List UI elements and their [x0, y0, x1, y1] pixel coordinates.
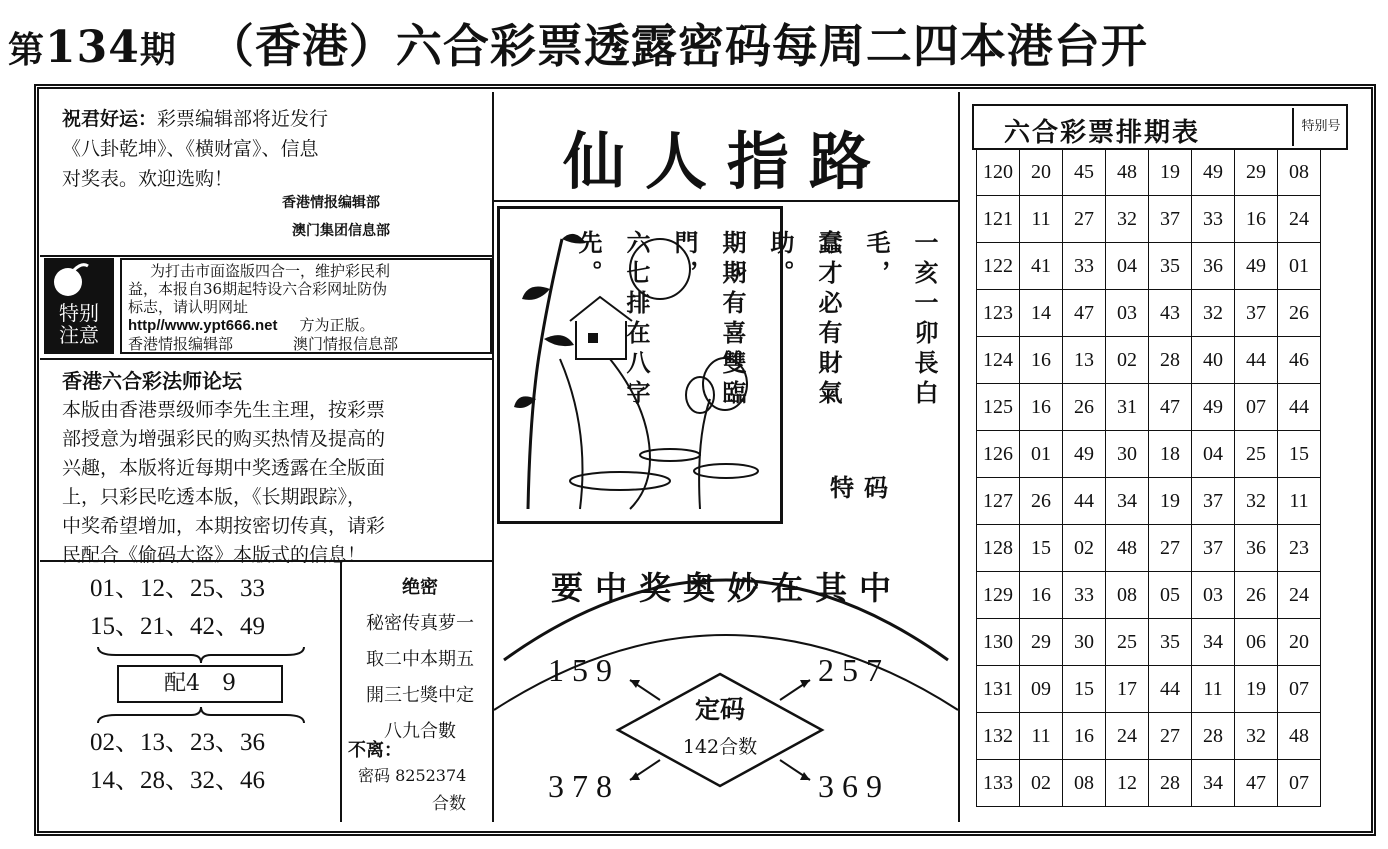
- special-badge: [44, 258, 114, 354]
- table-row: [977, 619, 1321, 666]
- issue-cell: 125: [977, 384, 1020, 431]
- issue-cell: 120: [977, 149, 1020, 196]
- number-cell: 28: [1149, 760, 1192, 807]
- secret-line: 開三七獎中定: [366, 685, 474, 706]
- table-row: [977, 243, 1321, 290]
- number-cell: 12: [1106, 760, 1149, 807]
- diamond-icon: [600, 660, 840, 800]
- number-cell: 24: [1106, 713, 1149, 760]
- number-cell: 31: [1106, 384, 1149, 431]
- number-cell: 29: [1235, 149, 1278, 196]
- number-cell: 34: [1106, 478, 1149, 525]
- number-top-left: 159: [548, 652, 620, 688]
- number-cell: 36: [1192, 243, 1235, 290]
- number-cell: 45: [1063, 149, 1106, 196]
- number-cell: 08: [1063, 760, 1106, 807]
- center-title: 仙人指路: [562, 125, 891, 198]
- forum-line: 上，只彩民吃透本版，《长期跟踪》，: [62, 486, 367, 508]
- number-cell: 01: [1278, 243, 1321, 290]
- number-row: 02、13、23、36: [90, 729, 266, 756]
- number-cell: 07: [1235, 384, 1278, 431]
- number-cell: 44: [1149, 666, 1192, 713]
- number-top-right: 257: [818, 652, 890, 688]
- forum-line: 兴趣，本版将近每期中奖透露在全版面: [62, 457, 386, 479]
- issue-cell: 132: [977, 713, 1020, 760]
- number-cell: 44: [1235, 337, 1278, 384]
- issue-cell: 123: [977, 290, 1020, 337]
- number-cell: 02: [1106, 337, 1149, 384]
- number-cell: 01: [1020, 431, 1063, 478]
- number-cell: 28: [1149, 337, 1192, 384]
- number-cell: 37: [1192, 525, 1235, 572]
- number-cell: 15: [1020, 525, 1063, 572]
- secret-heading: 绝密: [402, 577, 438, 598]
- number-cell: 41: [1020, 243, 1063, 290]
- special-number-label: 特别号: [1292, 108, 1348, 146]
- issue-cell: 122: [977, 243, 1020, 290]
- number-cell: 03: [1106, 290, 1149, 337]
- forum-line: 部授意为增强彩民的购买热情及提高的: [62, 428, 386, 450]
- number-cell: 09: [1020, 666, 1063, 713]
- issue-cell: 128: [977, 525, 1020, 572]
- forum-line: 本版由香港票级师李先生主理，按彩票: [62, 399, 386, 421]
- special-notice: [120, 258, 492, 354]
- schedule-title: 六合彩票排期表: [1004, 118, 1201, 148]
- poem-line: 蠢才必有財氣助。: [766, 230, 843, 410]
- secret-code: 密码 8252374: [358, 766, 467, 785]
- number-cell: 19: [1149, 149, 1192, 196]
- number-cell: 33: [1063, 243, 1106, 290]
- issue-cell: 129: [977, 572, 1020, 619]
- number-cell: 19: [1235, 666, 1278, 713]
- number-cell: 40: [1192, 337, 1235, 384]
- badge-text: 注意: [59, 323, 99, 347]
- number-cell: 26: [1235, 572, 1278, 619]
- secret-suffix: 合数: [432, 794, 466, 814]
- brace-icon: [96, 705, 306, 725]
- table-row: [977, 525, 1321, 572]
- number-bottom-left: 378: [548, 768, 620, 804]
- forum-heading: 香港六合彩法师论坛: [62, 369, 242, 393]
- number-cell: 32: [1106, 196, 1149, 243]
- notice-signature: 澳门集团信息部: [292, 223, 390, 239]
- number-cell: 23: [1278, 525, 1321, 572]
- number-cell: 48: [1106, 525, 1149, 572]
- numbers-block: [90, 724, 265, 800]
- number-cell: 24: [1278, 572, 1321, 619]
- number-cell: 34: [1192, 619, 1235, 666]
- number-cell: 29: [1020, 619, 1063, 666]
- number-cell: 26: [1063, 384, 1106, 431]
- secret-line: 取二中本期五: [366, 649, 474, 670]
- heshu-label: 142合数: [682, 736, 758, 758]
- number-row: 01、12、25、33: [90, 575, 266, 602]
- number-cell: 27: [1149, 713, 1192, 760]
- table-row: [977, 572, 1321, 619]
- arc-text-area: [512, 558, 942, 638]
- brace-icon: [96, 645, 306, 665]
- number-cell: 32: [1235, 478, 1278, 525]
- page-title: [8, 10, 1148, 80]
- table-row: [977, 196, 1321, 243]
- number-cell: 04: [1106, 243, 1149, 290]
- arc-text: 要中奖奥妙在其中: [550, 569, 903, 607]
- notice-line: 《八卦乾坤》、《横财富》、信息: [62, 138, 319, 160]
- issue-cell: 121: [977, 196, 1020, 243]
- number-cell: 32: [1235, 713, 1278, 760]
- number-row: 15、21、42、49: [90, 613, 266, 640]
- number-cell: 35: [1149, 243, 1192, 290]
- issue-number: 134: [45, 22, 140, 73]
- number-cell: 44: [1278, 384, 1321, 431]
- special-line: 为打击市面盗版四合一，维护彩民利: [150, 262, 391, 280]
- table-row: [977, 666, 1321, 713]
- issue-cell: 133: [977, 760, 1020, 807]
- number-cell: 47: [1063, 290, 1106, 337]
- dingma-label: 定码: [694, 695, 745, 724]
- pair-box: 配4 9: [117, 665, 283, 703]
- divider: [40, 255, 492, 257]
- number-cell: 19: [1149, 478, 1192, 525]
- number-cell: 11: [1020, 713, 1063, 760]
- number-cell: 03: [1192, 572, 1235, 619]
- number-cell: 07: [1278, 760, 1321, 807]
- number-cell: 16: [1235, 196, 1278, 243]
- number-bottom-right: 369: [818, 768, 890, 804]
- numbers-block: [90, 570, 265, 646]
- table-row: [977, 290, 1321, 337]
- number-cell: 28: [1192, 713, 1235, 760]
- number-cell: 02: [1063, 525, 1106, 572]
- number-cell: 30: [1063, 619, 1106, 666]
- number-cell: 15: [1063, 666, 1106, 713]
- number-cell: 49: [1063, 431, 1106, 478]
- notice-heading: 祝君好运：: [62, 108, 158, 130]
- poem-line: 一亥一卯長白毛，: [862, 230, 939, 410]
- number-cell: 37: [1192, 478, 1235, 525]
- issue-cell: 127: [977, 478, 1020, 525]
- divider: [340, 560, 342, 822]
- number-cell: 44: [1063, 478, 1106, 525]
- table-row: [977, 337, 1321, 384]
- number-cell: 15: [1278, 431, 1321, 478]
- number-cell: 14: [1020, 290, 1063, 337]
- issue-cell: 130: [977, 619, 1020, 666]
- number-cell: 49: [1192, 384, 1235, 431]
- number-cell: 11: [1278, 478, 1321, 525]
- number-cell: 27: [1149, 525, 1192, 572]
- forum-line: 中奖希望增加，本期按密切传真，请彩: [62, 515, 386, 537]
- number-cell: 33: [1192, 196, 1235, 243]
- secret-block: [350, 570, 490, 750]
- secret-line: 秘密传真萝一: [366, 613, 474, 634]
- issue-cell: 126: [977, 431, 1020, 478]
- number-cell: 24: [1278, 196, 1321, 243]
- issue-prefix: 第: [8, 29, 46, 71]
- table-row: [977, 384, 1321, 431]
- number-cell: 35: [1149, 619, 1192, 666]
- schedule-header: [972, 104, 1348, 150]
- special-line: 标志，请认明网址: [128, 298, 249, 316]
- number-cell: 05: [1149, 572, 1192, 619]
- number-cell: 08: [1106, 572, 1149, 619]
- number-cell: 16: [1020, 572, 1063, 619]
- number-cell: 11: [1020, 196, 1063, 243]
- number-cell: 47: [1149, 384, 1192, 431]
- number-cell: 43: [1149, 290, 1192, 337]
- tema-label: 特码: [830, 473, 898, 502]
- issue-cell: 131: [977, 666, 1020, 713]
- number-cell: 49: [1192, 149, 1235, 196]
- number-cell: 20: [1278, 619, 1321, 666]
- notice-block: [62, 104, 482, 194]
- number-cell: 26: [1278, 290, 1321, 337]
- number-cell: 16: [1020, 337, 1063, 384]
- bulao-label: 不离：: [348, 740, 402, 761]
- notice-line: 彩票编辑部将近发行: [157, 108, 329, 130]
- number-cell: 18: [1149, 431, 1192, 478]
- number-cell: 16: [1020, 384, 1063, 431]
- number-cell: 32: [1192, 290, 1235, 337]
- notice-line: 对奖表。欢迎选购！: [62, 168, 234, 190]
- poem-line: 期期有喜雙臨門，: [670, 230, 747, 410]
- bomb-icon: [44, 258, 114, 298]
- table-row: [977, 431, 1321, 478]
- number-cell: 47: [1235, 760, 1278, 807]
- secret-line: 八九合數: [384, 721, 456, 742]
- table-row: [977, 713, 1321, 760]
- number-cell: 46: [1278, 337, 1321, 384]
- special-url: http//www.ypt666.net: [128, 317, 278, 334]
- number-cell: 48: [1278, 713, 1321, 760]
- number-cell: 07: [1278, 666, 1321, 713]
- number-cell: 16: [1063, 713, 1106, 760]
- divider: [958, 92, 960, 822]
- forum-line: 民配合《偷码大盗》本版式的信息！: [62, 544, 367, 566]
- number-cell: 06: [1235, 619, 1278, 666]
- number-cell: 08: [1278, 149, 1321, 196]
- headline: （香港）六合彩票透露密码每周二四本港台开: [207, 19, 1148, 73]
- number-cell: 30: [1106, 431, 1149, 478]
- poem-line: 六七排在八字先。: [574, 230, 651, 410]
- number-cell: 17: [1106, 666, 1149, 713]
- number-row: 14、28、32、46: [90, 767, 266, 794]
- schedule-table: [976, 148, 1321, 807]
- number-cell: 11: [1192, 666, 1235, 713]
- badge-text: 特别: [59, 301, 99, 325]
- issue-cell: 124: [977, 337, 1020, 384]
- forum-block: [62, 366, 488, 570]
- number-cell: 26: [1020, 478, 1063, 525]
- table-row: [977, 478, 1321, 525]
- number-cell: 34: [1192, 760, 1235, 807]
- number-cell: 27: [1063, 196, 1106, 243]
- divider: [40, 358, 492, 360]
- notice-signature: 香港情报编辑部: [282, 195, 380, 211]
- number-cell: 49: [1235, 243, 1278, 290]
- number-cell: 37: [1149, 196, 1192, 243]
- number-cell: 13: [1063, 337, 1106, 384]
- number-cell: 20: [1020, 149, 1063, 196]
- poem-block: [574, 230, 948, 460]
- special-dept: 香港情报编辑部: [128, 335, 234, 353]
- number-cell: 48: [1106, 149, 1149, 196]
- number-cell: 25: [1106, 619, 1149, 666]
- number-cell: 04: [1192, 431, 1235, 478]
- number-cell: 25: [1235, 431, 1278, 478]
- special-url-note: 方为正版。: [299, 316, 375, 334]
- number-cell: 36: [1235, 525, 1278, 572]
- number-cell: 37: [1235, 290, 1278, 337]
- special-dept: 澳门情报信息部: [293, 335, 399, 353]
- issue-suffix: 期: [139, 29, 177, 71]
- table-row: [977, 760, 1321, 807]
- special-line: 益，本报自36期起特设六合彩网址防伪: [128, 280, 388, 298]
- number-cell: 33: [1063, 572, 1106, 619]
- table-row: [977, 149, 1321, 196]
- number-cell: 02: [1020, 760, 1063, 807]
